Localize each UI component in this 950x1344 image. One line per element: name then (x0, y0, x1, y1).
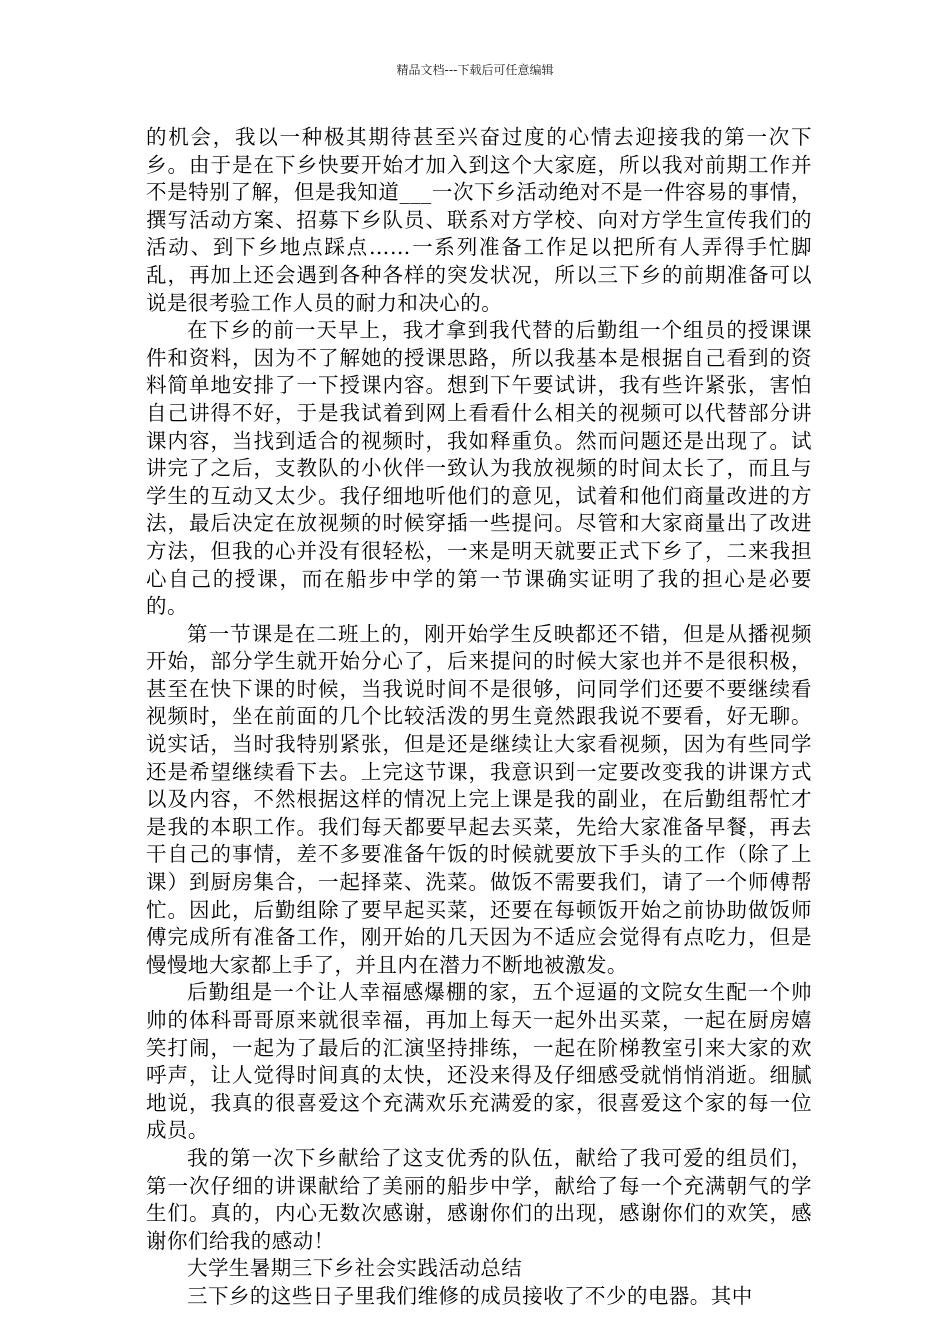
paragraph-4: 后勤组是一个让人幸福感爆棚的家，五个逗逼的文院女生配一个帅帅的体科哥哥原来就很幸福，再加上每天一起外出买菜，一起在厨房嬉笑打闹，一起为了最后的汇演坚持排练，一起在阶梯教室引来大家的欢呼声，让人觉得时间真的太快，还没来得及仔细感受就悄悄消逝。细腻地说，我真的很喜爱这个充满欢乐充满爱的家，很喜爱这个家的每一位成员。 (146, 980, 812, 1143)
section-heading: 大学生暑期三下乡社会实践活动总结 (187, 1256, 523, 1281)
document-body (146, 124, 812, 1311)
paragraph-3: 第一节课是在二班上的，刚开始学生反映都还不错，但是从播视频开始，部分学生就开始分心了，后来提问的时候大家也并不是很积极，甚至在快下课的时候，当我说时间不是很够，问同学们还要不要继续看视频时，坐在前面的几个比较活泼的男生竟然跟我说不要看，好无聊。说实话，当时我特别紧张，但是还是继续让大家看视频，因为有些同学还是希望继续看下去。上完这节课，我意识到一定要改变我的讲课方式以及内容，不然根据这样的情况上完上课是我的副业，在后勤组帮忙才是我的本职工作。我们每天都要早起去买菜，先给大家准备早餐，再去干自己的事情，差不多要准备午饭的时候就要放下手头的工作（除了上课）到厨房集合，一起择菜、洗菜。做饭不需要我们，请了一个师傅帮忙。因此，后勤组除了要早起买菜，还要在每顿饭开始之前协助做饭师傅完成所有准备工作，刚开始的几天因为不适应会觉得有点吃力，但是慢慢地大家都上手了，并且内在潜力不断地被激发。 (146, 621, 812, 977)
paragraph-2: 在下乡的前一天早上，我才拿到我代替的后勤组一个组员的授课课件和资料，因为不了解她的授课思路，所以我基本是根据自己看到的资料简单地安排了一下授课内容。想到下午要试讲，我有些许紧张，害怕自己讲得不好，于是我试着到网上看看什么相关的视频可以代替部分讲课内容，当找到适合的视频时，我如释重负。然而问题还是出现了。试讲完了之后，支教队的小伙伴一致认为我放视频的时间太长了，而且与学生的互动又太少。我仔细地听他们的意见，试着和他们商量改进的方法，最后决定在放视频的时候穿插一些提问。尽管和大家商量出了改进方法，但我的心并没有很轻松，一来是明天就要正式下乡了，二来我担心自己的授课，而在船步中学的第一节课确实证明了我的担心是必要的。 (146, 318, 812, 619)
paragraph-6: 三下乡的这些日子里我们维修的成员接收了不少的电器。其中 (187, 1283, 753, 1308)
paragraph-1: 的机会，我以一种极其期待甚至兴奋过度的心情去迎接我的第一次下乡。由于是在下乡快要开始才加入到这个大家庭，所以我对前期工作并不是特别了解，但是我知道___一次下乡活动绝对不是一件容易的事情，撰写活动方案、招募下乡队员、联系对方学校、向对方学生宣传我们的活动、到下乡地点踩点……一系列准备工作足以把所有人弄得手忙脚乱，再加上还会遇到各种各样的突发状况，所以三下乡的前期准备可以说是很考验工作人员的耐力和决心的。 (146, 125, 812, 315)
page-header: 精品文档---下载后可任意编辑 (396, 63, 554, 77)
paragraph-5: 我的第一次下乡献给了这支优秀的队伍，献给了我可爱的组员们，第一次仔细的讲课献给了美丽的船步中学，献给了每一个充满朝气的学生们。真的，内心无数次感谢，感谢你们的出现，感谢你们的欢笑，感谢你们给我的感动！ (146, 1145, 812, 1253)
